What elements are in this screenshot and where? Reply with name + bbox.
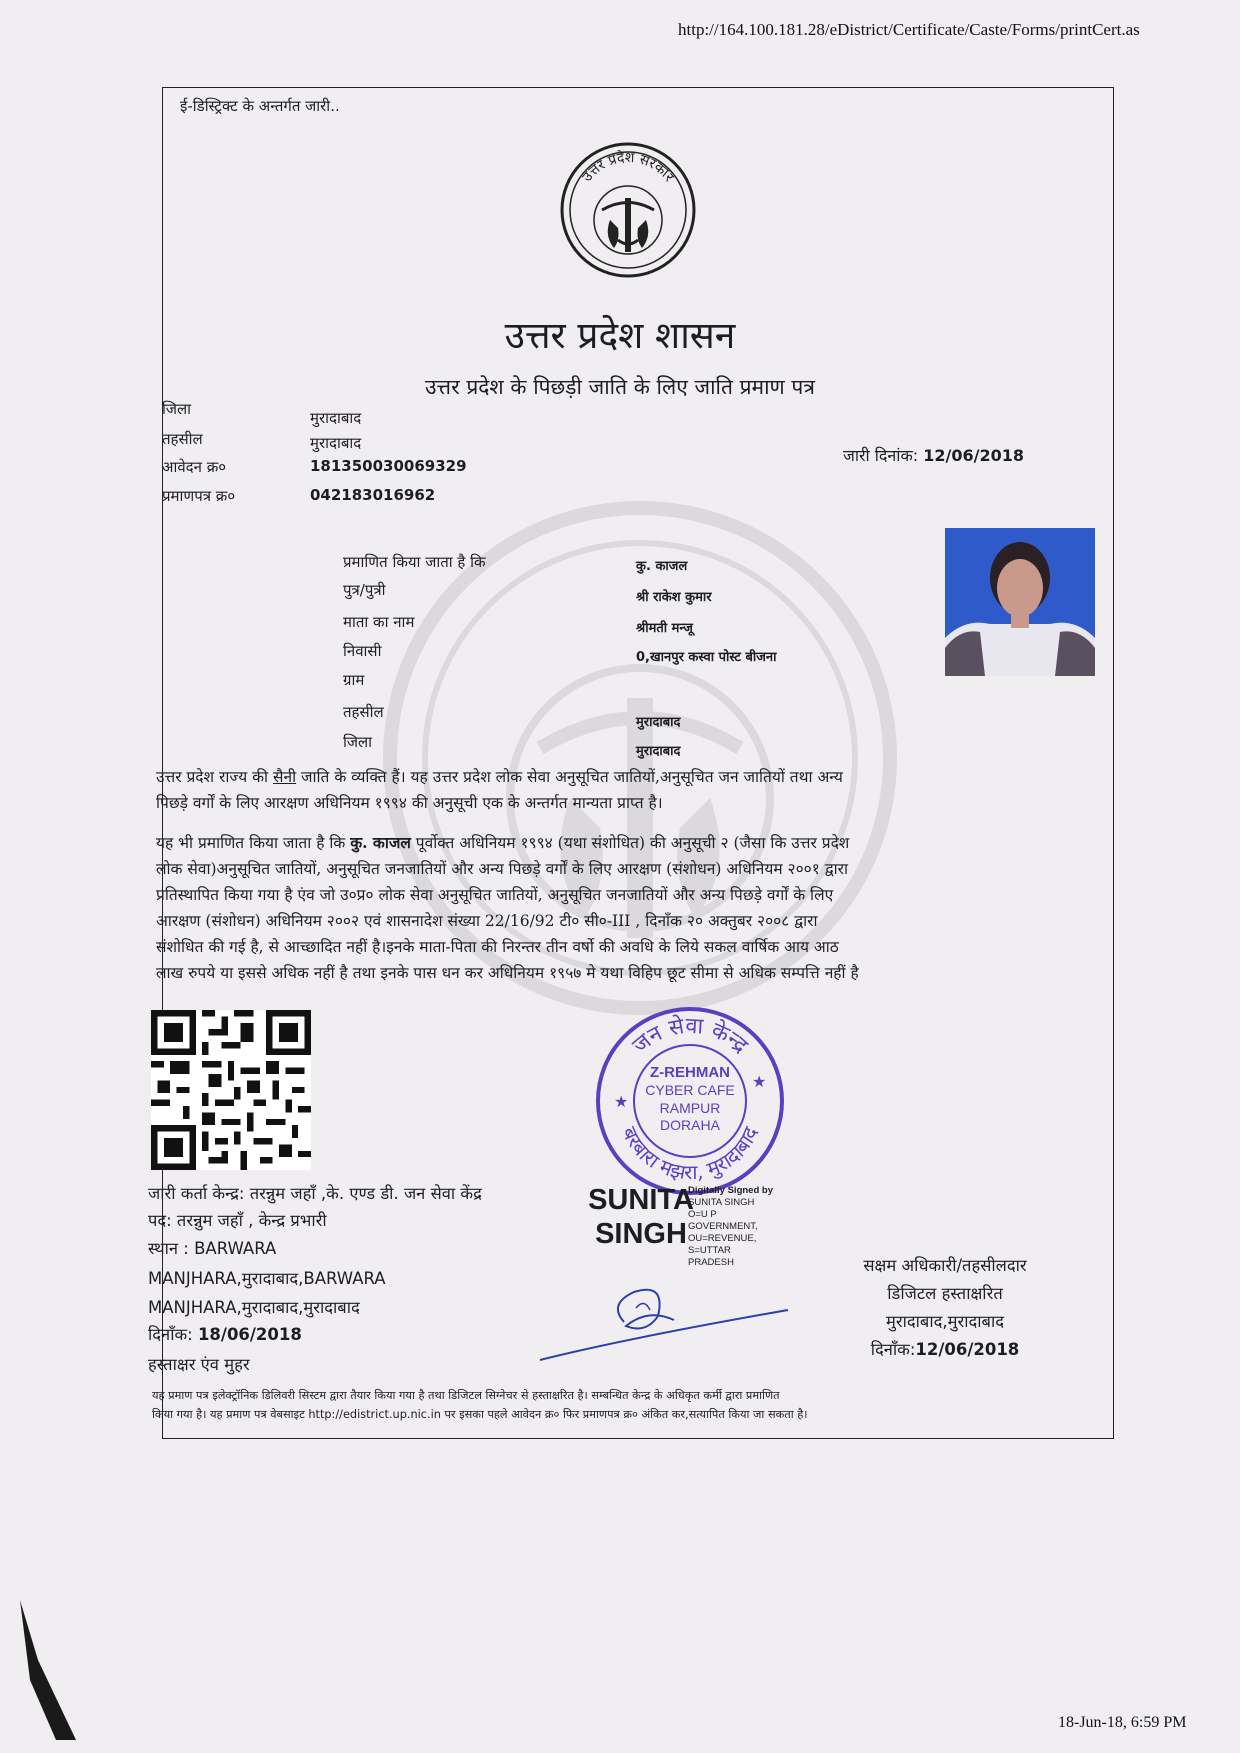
issue-date: [843, 444, 1024, 466]
svg-text:उत्तर प्रदेश सरकार: उत्तर प्रदेश सरकार: [579, 149, 677, 186]
svg-text:बरबारा मझरा, मुरादाबाद: बरबारा मझरा, मुरादाबाद: [617, 1123, 763, 1185]
applicant-value-father: श्री राकेश कुमार: [636, 590, 712, 605]
applicant-label-district: जिला: [343, 733, 373, 751]
para2-line-4: आरक्षण (संशोधन) अधिनियम २००२ एवं शासनादेश संख्या 22/16/92 टी० सी०-III , दिनाँक २० अक्तुबर २००८ द्वारा: [156, 912, 818, 930]
officer-place: मुरादाबाद,मुरादाबाद: [885, 1312, 1004, 1331]
applicant-value-address: 0,खानपुर कस्वा पोस्ट बीजना: [636, 650, 777, 665]
para2-applicant-name: कु. काजल: [350, 833, 411, 852]
body-paragraph-1: [156, 764, 1091, 816]
issuer-date: दिनाँक: 18/06/2018: [148, 1325, 302, 1344]
issuer-date-value: 18/06/2018: [197, 1325, 302, 1344]
issued-under-text: ई-डिस्ट्रिक्ट के अन्तर्गत जारी..: [180, 97, 340, 115]
meta-label-application-no: आवेदन क्र०: [162, 458, 227, 476]
applicant-label-resident: निवासी: [343, 642, 382, 660]
scan-edge-mark: [16, 1600, 86, 1740]
para2-line-5: संशोधित की गई है, से आच्छादित नहीं है।इनके माता-पिता की निरन्तर तीन वर्षो की अवधि के लिये सकल वार्षिक आय आठ: [156, 938, 839, 956]
applicant-value-mother: श्रीमती मन्जू: [636, 621, 693, 636]
para2-line-1: यह भी प्रमाणित किया जाता है कि कु. काजल पूर्वोक्त अधिनियम १९९४ (यथा संशोधित) की अनुसूची २ (जैसा कि उत्तर प्रदेश: [156, 833, 850, 852]
issuer-post: पद: तरन्नुम जहाँ , केन्द्र प्रभारी: [148, 1211, 327, 1230]
issuer-place-line-2: MANJHARA,मुरादाबाद,BARWARA: [148, 1269, 386, 1288]
para2-line-3: प्रतिस्थापित किया गया है एंव जो उ०प्र० लोक सेवा अनुसूचित जातियों, अनुसूचित जनजातियों और अन्य पिछड़े वर्गों के लिए: [156, 886, 834, 904]
applicant-photo-image: [945, 528, 1095, 676]
signer-name: SUNITA SINGH: [588, 1184, 694, 1250]
digital-signature-details: Digitally Signed by SUNITA SINGH O=U P GOVERNMENT, OU=REVENUE, S=UTTAR PRADESH: [688, 1185, 773, 1268]
officer-digital-signed: डिजिटल हस्ताक्षरित: [887, 1284, 1003, 1303]
para1-line-1: उत्तर प्रदेश राज्य की सैनी जाति के व्यक्ति हैं। यह उत्तर प्रदेश लोक सेवा अनुसूचित जातियों,अनुसूचित जन जातियों तथा अन्य: [156, 768, 843, 786]
meta-value-certificate-no: 042183016962: [310, 486, 436, 504]
applicant-label-tehsil: तहसील: [343, 703, 384, 721]
meta-label-district: जिला: [162, 400, 192, 418]
meta-label-certificate-no: प्रमाणपत्र क्र०: [162, 487, 236, 505]
meta-value-tehsil: मुरादाबाद: [310, 434, 362, 452]
jan-seva-kendra-stamp: [592, 1003, 788, 1199]
meta-value-application-no: 181350030069329: [310, 457, 467, 475]
para1-line-2: पिछड़े वर्गों के लिए आरक्षण अधिनियम १९९४ की अनुसूची एक के अन्तर्गत मान्यता प्राप्त है।: [156, 794, 663, 812]
handwritten-signature: [538, 1268, 800, 1364]
officer-date: दिनाँक:12/06/2018: [870, 1340, 1020, 1359]
certificate-title: उत्तर प्रदेश के पिछड़ी जाति के लिए जाति प्रमाण पत्र: [425, 375, 815, 399]
caste-name: सैनी: [272, 768, 297, 786]
officer-date-value: 12/06/2018: [915, 1340, 1020, 1359]
issuer-place-line-1: स्थान : BARWARA: [148, 1239, 277, 1258]
issuer-place-line-3: MANJHARA,मुरादाबाद,मुरादाबाद: [148, 1298, 360, 1317]
applicant-value-district: मुरादाबाद: [636, 744, 681, 759]
svg-text:Z-REHMAN: Z-REHMAN: [650, 1064, 730, 1081]
applicant-value-name: कु. काजल: [636, 559, 688, 574]
government-title: उत्तर प्रदेश शासन: [504, 314, 736, 357]
body-paragraph-2: [156, 830, 1091, 986]
svg-text:★: ★: [614, 1092, 629, 1111]
qr-code-icon: [151, 1010, 311, 1170]
svg-text:★: ★: [752, 1072, 767, 1091]
applicant-photo: [945, 528, 1095, 676]
applicant-label-village: ग्राम: [343, 671, 365, 689]
applicant-value-tehsil: मुरादाबाद: [636, 715, 681, 730]
para2-line-2: लोक सेवा)अनुसूचित जातियों, अनुसूचित जनजातियों और अन्य पिछड़े वर्गों के लिए आरक्षण (संशोधन) अधिनियम २००१ द्वारा: [156, 860, 848, 878]
officer-title: सक्षम अधिकारी/तहसीलदार: [863, 1256, 1027, 1275]
meta-label-tehsil: तहसील: [162, 430, 203, 448]
para2-line-6: लाख रुपये या इससे अधिक नहीं है तथा इनके पास धन कर अधिनियम १९५७ मे यथा विहिप छूट सीमा से अधिक सम्पत्ति नहीं है: [156, 964, 859, 982]
issue-date-value: 12/06/2018: [923, 446, 1024, 465]
applicant-label-certified: प्रमाणित किया जाता है कि: [343, 553, 486, 571]
applicant-label-mother: माता का नाम: [343, 613, 415, 631]
browser-url: http://164.100.181.28/eDistrict/Certificate/Caste/Forms/printCert.as: [678, 20, 1140, 39]
svg-text:CYBER CAFE: CYBER CAFE: [645, 1082, 735, 1098]
disclaimer-line-2: किया गया है। यह प्रमाण पत्र वेबसाइट http://edistrict.up.nic.in पर इसका पहले आवेदन क्र० फिर प्रमाणपत्र क्र० अंकित कर,सत्यापित किया जा सकता है।: [152, 1408, 808, 1421]
applicant-label-child-of: पुत्र/पुत्री: [343, 581, 386, 599]
sign-and-seal: हस्ताक्षर एंव मुहर: [148, 1355, 250, 1374]
issuer-center: जारी कर्ता केन्द्र: तरन्नुम जहाँ ,के. एण्ड डी. जन सेवा केंद्र: [148, 1184, 482, 1203]
verification-disclaimer: [152, 1386, 1092, 1424]
meta-value-district: मुरादाबाद: [310, 409, 362, 427]
svg-text:जन सेवा केन्द्र: जन सेवा केन्द्र: [628, 1013, 753, 1059]
up-emblem: [558, 140, 698, 280]
issue-date-label: जारी दिनांक:: [843, 446, 919, 465]
svg-text:DORAHA: DORAHA: [660, 1117, 720, 1133]
disclaimer-line-1: यह प्रमाण पत्र इलेक्ट्रॉनिक डिलिवरी सिस्टम द्वारा तैयार किया गया है तथा डिजिटल सिग्नेचर से हस्ताक्षरित है। सम्बन्धित केन्द्र के अधिकृत कर्मी द्वारा प्रमाणित: [152, 1389, 780, 1402]
svg-text:RAMPUR: RAMPUR: [659, 1100, 721, 1116]
print-timestamp: 18-Jun-18, 6:59 PM: [1058, 1714, 1187, 1731]
